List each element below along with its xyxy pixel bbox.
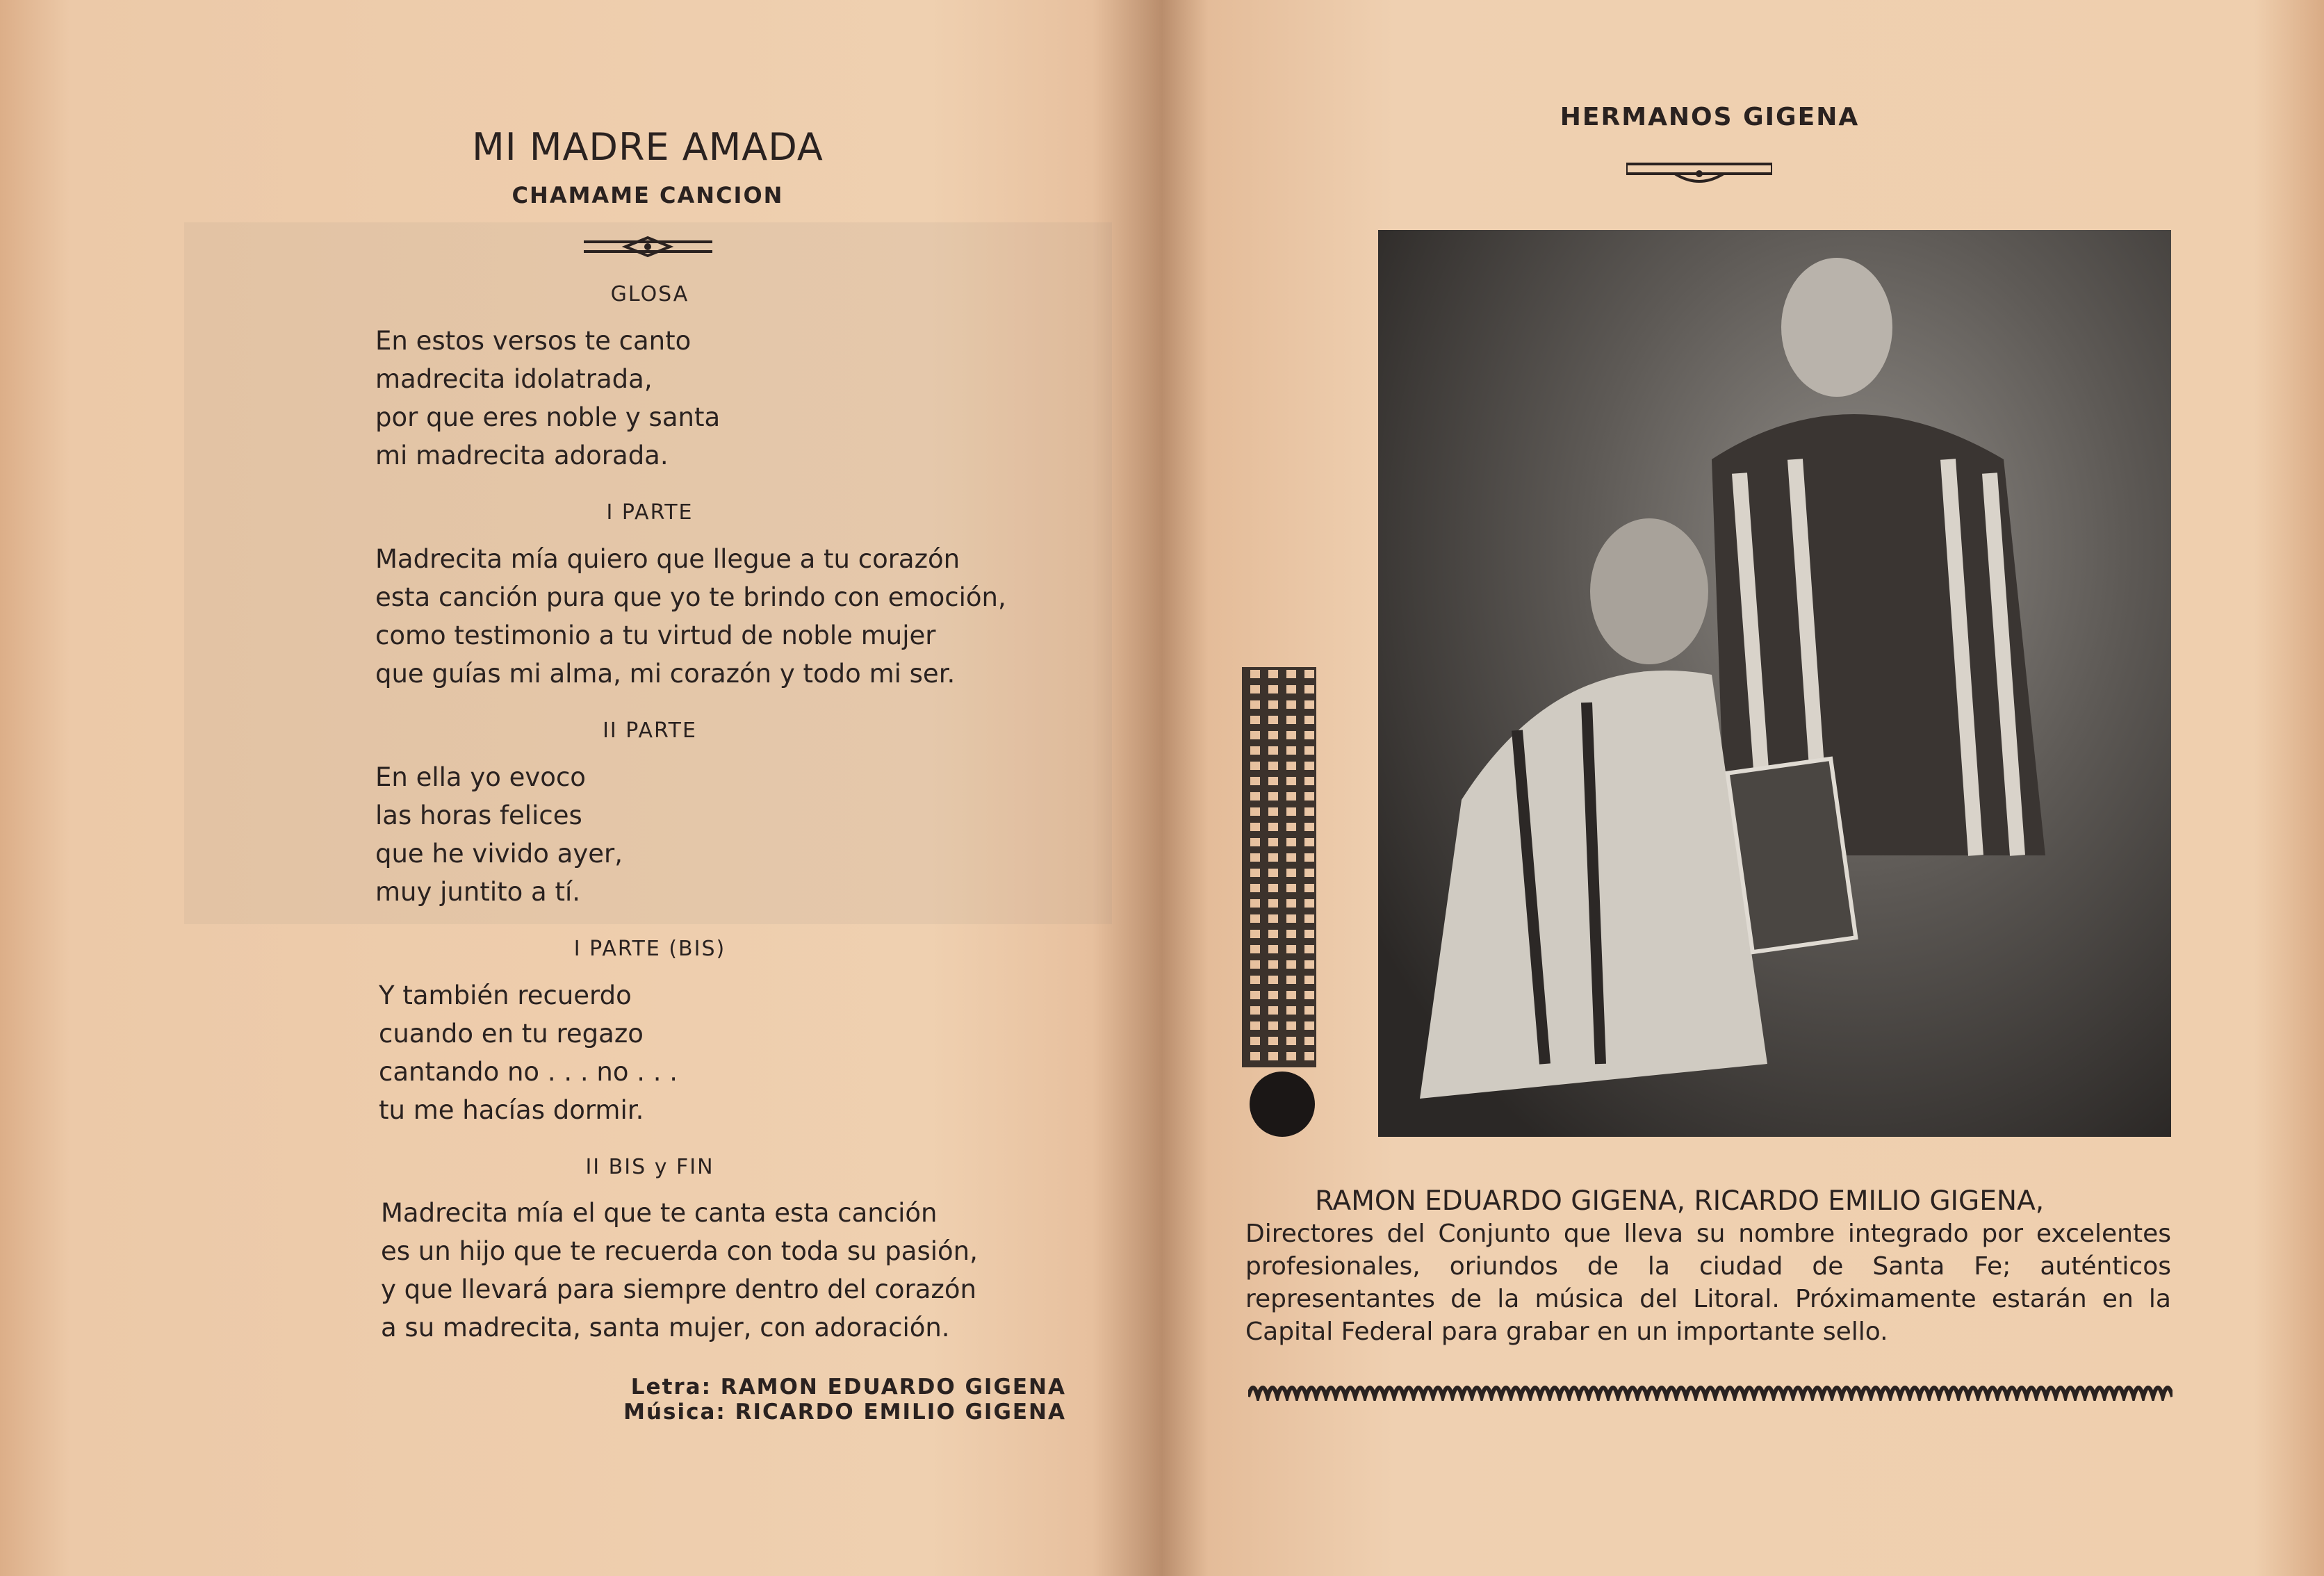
- verse-line: que guías mi alma, mi corazón y todo mi ser.: [375, 659, 956, 689]
- verse: [375, 758, 623, 911]
- verse: [379, 976, 678, 1129]
- section-heading: II PARTE: [603, 719, 697, 743]
- verse: [381, 1194, 978, 1347]
- ornament-divider-icon: [1626, 161, 1772, 189]
- photo-silhouettes: [1378, 230, 2171, 1137]
- verse-line: tu me hacías dormir.: [379, 1095, 644, 1125]
- verse-line: y que llevará para siempre dentro del corazón: [381, 1274, 976, 1304]
- caption-names: RAMON EDUARDO GIGENA, RICARDO EMILIO GIGENA,: [1315, 1185, 2045, 1217]
- photo-caption: [1245, 1185, 2171, 1348]
- ornament-divider-icon: [584, 235, 712, 258]
- verse-line: como testimonio a tu virtud de noble mujer: [375, 621, 936, 650]
- caption-body: Directores del Conjunto que lleva su nombre integrado por excelentes profesionales, oriundos de la ciudad de Santa Fe; auténticos representantes de la música del Litoral. Próximamente estarán en la Capital Federal para grabar en un importante sello.: [1245, 1220, 2171, 1346]
- article-title: HERMANOS GIGENA: [1560, 103, 1860, 131]
- verse-line: a su madrecita, santa mujer, con adoración.: [381, 1313, 950, 1343]
- decorative-circle: [1250, 1072, 1315, 1137]
- music-credit: Música: RICARDO EMILIO GIGENA: [623, 1399, 1066, 1425]
- verse-line: esta canción pura que yo te brindo con emoción,: [375, 582, 1006, 612]
- song-credits: [623, 1374, 1066, 1425]
- song-genre: CHAMAME CANCION: [512, 182, 784, 208]
- verse-line: por que eres noble y santa: [375, 402, 721, 432]
- verse-line: mi madrecita adorada.: [375, 441, 669, 470]
- verse-line: es un hijo que te recuerda con toda su pasión,: [381, 1236, 978, 1266]
- verse-line: cantando no . . . no . . .: [379, 1057, 678, 1087]
- verse-line: Madrecita mía el que te canta esta canción: [381, 1198, 938, 1228]
- verse-line: Madrecita mía quiero que llegue a tu corazón: [375, 544, 960, 574]
- verse-line: Y también recuerdo: [379, 980, 632, 1010]
- verse-line: madrecita idolatrada,: [375, 364, 653, 394]
- verse-line: En ella yo evoco: [375, 762, 586, 792]
- duo-photograph: [1378, 230, 2171, 1137]
- wavy-divider-icon: [1248, 1383, 2172, 1401]
- verse-line: que he vivido ayer,: [375, 839, 623, 869]
- verse-line: cuando en tu regazo: [379, 1019, 644, 1049]
- verse-line: las horas felices: [375, 801, 582, 830]
- verse-line: En estos versos te canto: [375, 326, 692, 356]
- verse: [375, 322, 720, 475]
- section-heading: GLOSA: [610, 282, 689, 306]
- song-title: MI MADRE AMADA: [472, 125, 824, 169]
- decorative-vertical-pattern: [1242, 667, 1316, 1067]
- verse-line: muy juntito a tí.: [375, 877, 581, 907]
- section-heading: I PARTE: [606, 500, 694, 525]
- section-heading: II BIS y FIN: [585, 1155, 714, 1179]
- section-heading: I PARTE (BIS): [573, 937, 726, 961]
- lyrics-credit: Letra: RAMON EDUARDO GIGENA: [630, 1374, 1066, 1399]
- verse: [375, 540, 1006, 693]
